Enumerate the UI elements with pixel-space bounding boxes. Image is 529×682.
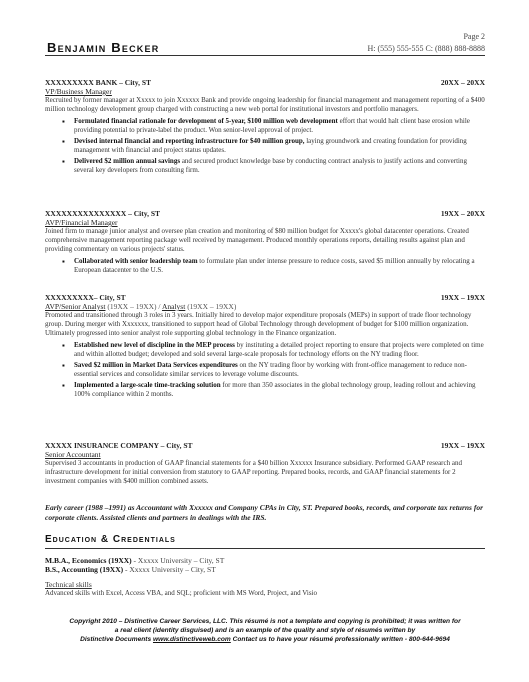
job-title: Senior Accountant xyxy=(45,450,101,459)
job-achievements xyxy=(45,341,485,399)
candidate-name xyxy=(47,40,159,55)
education-list xyxy=(45,556,485,574)
footer-brand: Distinctive Documents xyxy=(80,636,153,643)
early-career-note: Early career (1988 –1991) as Accountant with Xxxxxx and Company CPAs in City, ST. Prepared books, records, and corporate tax returns for corporate clients. Assisted clients and partners in dealings with the IRS. xyxy=(45,503,484,522)
job-dates: 19XX – 19XX xyxy=(440,293,485,302)
achievement-item xyxy=(45,381,485,399)
header-divider xyxy=(45,55,485,56)
footer-line-1: Copyright 2010 – Distinctive Career Services, LLC. This résumé is not a template and copying is prohibited; it was written for xyxy=(69,618,461,625)
job-dates: 19XX – 19XX xyxy=(440,441,485,450)
job-title-senior-dates: (19XX – 19XX) / xyxy=(105,302,162,311)
achievement-item xyxy=(45,341,485,359)
degree-name: M.B.A., Economics (19XX) xyxy=(45,556,132,565)
job-summary: Joined firm to manage junior analyst and oversee plan creation and monitoring of $80 million budget for Xxxxx's global datacenter operations. Created comprehensive management reporting package well received by management. Produced monthly operations reports, detailing results against plan and providing commentary on various projects' status. xyxy=(45,227,469,253)
achievement-item xyxy=(45,257,485,275)
degree-school: - Xxxxx University – City, ST xyxy=(123,565,216,574)
job-company: XXXXXXXXX BANK – City, ST xyxy=(45,78,152,87)
achievement-text: laying groundwork and creating foundation for providing management with financial and project status updates. xyxy=(74,137,467,154)
job-company: XXXXX INSURANCE COMPANY – City, ST xyxy=(45,441,193,450)
achievement-bold: Devised internal financial and reporting infrastructure for $40 million group, xyxy=(74,137,305,145)
footer-line-3 xyxy=(40,635,490,644)
job-heading xyxy=(45,441,485,450)
footer-line-2: a real client (identity disguised) and is an example of the quality and style of résumés written by xyxy=(114,627,416,634)
achievement-bold: Collaborated with senior leadership team xyxy=(74,257,198,265)
job-company: XXXXXXXXXXXXXXX – City, ST xyxy=(45,209,161,218)
job-entry xyxy=(45,293,485,401)
education-heading xyxy=(45,534,176,545)
job-heading xyxy=(45,78,485,87)
job-entry xyxy=(45,441,485,486)
footer-contact: Contact us to have your résumé professionally written - 800-644-9694 xyxy=(230,636,450,643)
skills-text: Advanced skills with Excel, Access VBA, and SQL; proficient with MS Word, Project, and Visio xyxy=(45,589,317,597)
job-title: VP/Business Manager xyxy=(45,87,112,96)
achievement-text: and secured product knowledge base by conducting contract analysis to justify actions and converting several key developers from consulting firm. xyxy=(74,157,467,174)
job-summary: Recruited by former manager at Xxxxx to join Xxxxxx Bank and provide ongoing leadership for financial management and management reporting of a $400 million technology development group charged with constructing a new web portal for institutional investors and portfolio managers. xyxy=(45,96,485,113)
achievement-text: effort that would halt client base erosion while providing potential to private-label the product. Won senior-level approval of project. xyxy=(74,117,470,134)
education-heading-text: Education & Credentials xyxy=(45,534,176,545)
page-number: Page 2 xyxy=(463,32,485,41)
phone-numbers: H: (555) 555-555 C: (888) 888-8888 xyxy=(367,44,485,53)
achievement-text: on the NY trading floor by working with front-office management to reduce non-essential services and consolidate similar services to leverage volume discounts. xyxy=(74,361,467,378)
job-company: XXXXXXXXX– City, ST xyxy=(45,293,126,302)
achievement-item xyxy=(45,157,485,175)
candidate-name-text: Benjamin Becker xyxy=(47,40,160,55)
job-title xyxy=(45,302,485,311)
achievement-bold: Saved $2 million in Market Data Services expenditures xyxy=(74,361,238,369)
achievement-bold: Formulated financial rationale for development of 5-year, $100 million web development xyxy=(74,117,338,125)
job-entry xyxy=(45,78,485,177)
job-title-analyst-dates: (19XX – 19XX) xyxy=(185,302,237,311)
achievement-bold: Established new level of discipline in the MEP process xyxy=(74,341,235,349)
achievement-bold: Implemented a large-scale time-tracking solution xyxy=(74,381,221,389)
degree-school: - Xxxxx University – City, ST xyxy=(131,556,225,565)
achievement-text: for more than 350 associates in the global technology group, leading rollout and achieving 100% compliance within 2 months. xyxy=(74,381,476,398)
job-entry xyxy=(45,209,485,277)
job-dates: 20XX – 20XX xyxy=(440,78,485,87)
job-heading xyxy=(45,293,485,302)
job-title-senior: AVP/Senior Analyst xyxy=(45,302,106,311)
achievement-item xyxy=(45,137,485,155)
degree-name: B.S., Accounting (19XX) xyxy=(45,565,124,574)
achievement-text: to formulate plan under intense pressure to reduce costs, saved $5 million annually by relocating a European datacenter to the U.S. xyxy=(74,257,475,274)
job-title-analyst: Analyst xyxy=(161,302,186,311)
achievement-item xyxy=(45,117,485,135)
degree-item xyxy=(45,565,485,574)
technical-skills xyxy=(45,580,485,598)
job-achievements xyxy=(45,117,485,175)
job-title: AVP/Financial Manager xyxy=(45,218,118,227)
achievement-bold: Delivered $2 million annual savings xyxy=(74,157,181,165)
degree-item xyxy=(45,556,485,565)
achievement-text: by instituting a detailed project reporting to ensure that projects were completed on time and within allotted budget; developed and sold several large-scale proposals for technology efforts on the NY trading floor. xyxy=(74,341,484,358)
job-achievements xyxy=(45,257,485,275)
job-heading xyxy=(45,209,485,218)
job-summary: Promoted and transitioned through 3 roles in 3 years. Initially hired to develop major expenditure proposals (MEPs) in support of trade floor technology group. During merger with Xxxxxxx, transitioned to support head of Global Technology through development of budget for $100 million organization. Ultimately progressed into senior analyst role supporting global technology in the Finance organization. xyxy=(45,311,472,337)
copyright-footer xyxy=(40,617,490,644)
skills-title: Technical skills xyxy=(45,580,92,589)
job-summary: Supervised 3 accountants in production of GAAP financial statements for a $40 billion Xxxxxx Insurance subsidiary. Performed GAAP research and infrastructure development for initial conversion from statutory to GAAP reporting. Prepared books, records, and GAAP financial statements for 2 investment companies with $400 million combined assets. xyxy=(45,459,462,485)
achievement-item xyxy=(45,361,485,379)
job-dates: 19XX – 20XX xyxy=(440,209,485,218)
footer-website-link[interactable]: www.distinctiveweb.com xyxy=(152,636,231,643)
education-divider xyxy=(45,548,485,549)
